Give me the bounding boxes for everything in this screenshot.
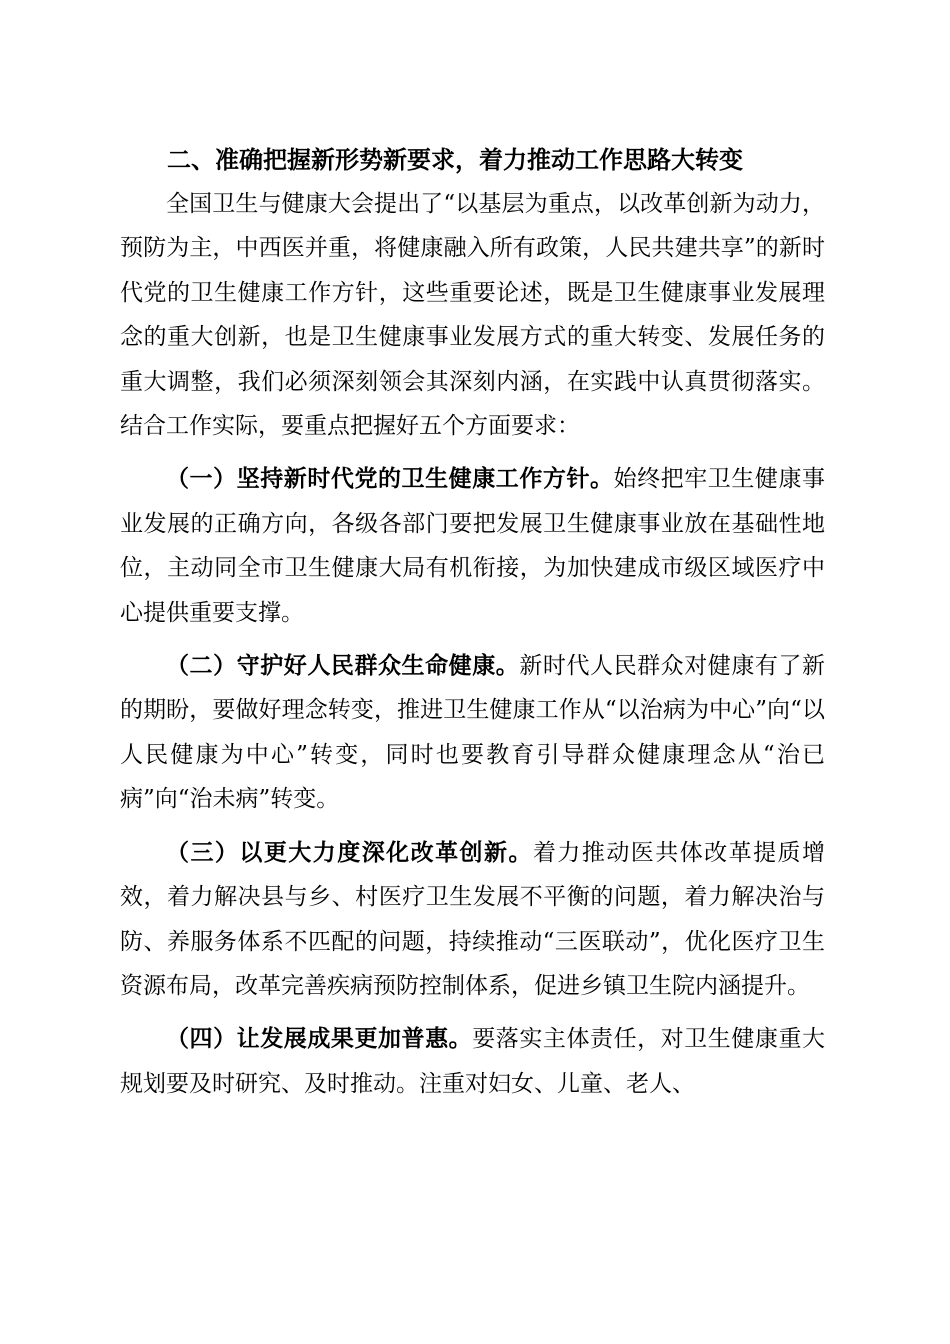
item-paragraph-1 (120, 457, 825, 635)
document-page (120, 138, 825, 1106)
item-lead-4: （四）让发展成果更加普惠。 (166, 1025, 473, 1053)
item-lead-2: （二）守护好人民群众生命健康。 (166, 652, 520, 680)
item-lead-3: （三）以更大力度深化改革创新。 (166, 838, 533, 866)
item-text-4: 要落实主体责任，对卫生健康重大规划要及时研究、及时推动。注重对妇女、儿童、老人、 (120, 1026, 826, 1097)
item-text-3: 着力推动医共体改革提质增效，着力解决县与乡、村医疗卫生发展不平衡的问题，着力解决治与防、养服务体系不匹配的问题，持续推动“三医联动”，优化医疗卫生资源布局，改革完善疾病预防控制体系，促进乡镇卫生院内涵提升。 (120, 839, 826, 999)
item-paragraph-3 (120, 831, 825, 1009)
item-text-1: 始终把牢卫生健康事业发展的正确方向，各级各部门要把发展卫生健康事业放在基础性地位，主动同全市卫生健康大局有机衔接，为加快建成市级区域医疗中心提供重要支撑。 (120, 466, 826, 626)
section-heading: 二、准确把握新形势新要求，着力推动工作思路大转变 (167, 146, 743, 174)
item-paragraph-2 (120, 644, 825, 822)
item-paragraph-4 (120, 1017, 825, 1106)
item-lead-1: （一）坚持新时代党的卫生健康工作方针。 (166, 465, 614, 493)
item-text-2: 新时代人民群众对健康有了新的期盼，要做好理念转变，推进卫生健康工作从“以治病为中心”向“以人民健康为中心”转变，同时也要教育引导群众健康理念从“治已病”向“治未病”转变。 (120, 653, 826, 813)
intro-paragraph: 全国卫生与健康大会提出了“以基层为重点，以改革创新为动力，预防为主，中西医并重，将健康融入所有政策，人民共建共享”的新时代党的卫生健康工作方针，这些重要论述，既是卫生健康事业发展理念的重大创新，也是卫生健康事业发展方式的重大转变、发展任务的重大调整，我们必须深刻领会其深刻内涵，在实践中认真贯彻落实。结合工作实际，要重点把握好五个方面要求： (120, 191, 825, 440)
